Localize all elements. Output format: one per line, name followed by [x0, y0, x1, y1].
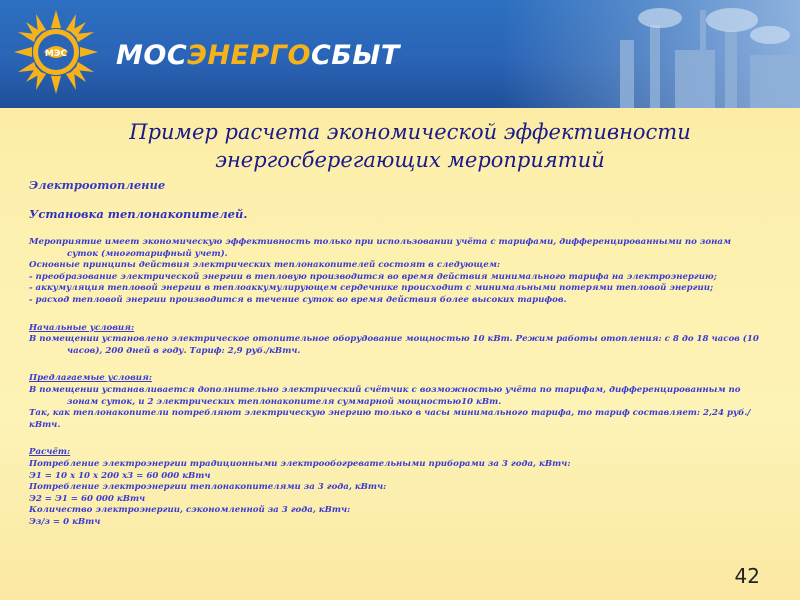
- slide-title: [0, 118, 800, 174]
- company-logo: [14, 10, 98, 94]
- initial-conditions-text: В помещении установлено электрическое отопительное оборудование мощностью 10 кВт. Режим работы отопления: с 8 до 18 часов (10 часов), 200 дней в году. Тариф: 2,9 руб./кВтч.: [29, 334, 759, 356]
- brand-name: [116, 40, 400, 71]
- section-heading-installation: Установка теплонакопителей.: [29, 207, 248, 221]
- header-banner: [0, 0, 800, 108]
- brand-part-3: СБЫТ: [310, 40, 400, 71]
- power-plant-photo: [500, 0, 800, 108]
- intro-paragraph: Мероприятие имеет экономическую эффективность только при использовании учёта с тарифами, дифференцированными по зонам суток (многотарифный учет).: [29, 237, 732, 259]
- calculation-line: Эз/з = 0 кВтч: [29, 516, 101, 527]
- calculation-label: Расчёт:: [29, 447, 71, 458]
- intro-bullet: - преобразование электрической энергии в тепловую производится во время действия минимального тарифа на электроэнергию;: [29, 271, 717, 282]
- calculation-line: Э1 = 10 х 10 х 200 х3 = 60 000 кВтч: [29, 470, 211, 481]
- proposed-conditions-label: Предлагаемые условия:: [29, 373, 152, 384]
- section-heading-heating: Электроотопление: [29, 178, 166, 192]
- calculation-line: Э2 = Э1 = 60 000 кВтч: [29, 493, 146, 504]
- intro-bullet: - аккумуляция тепловой энергии в теплоаккумулирующем сердечнике происходит с минимальными потерями тепловой энергии;: [29, 283, 714, 294]
- intro-bullet: - расход тепловой энергии производится в течение суток во время действия более высоких тарифов.: [29, 294, 567, 305]
- title-line-2: энергосберегающих мероприятий: [215, 148, 605, 172]
- logo-lettering: МЭС: [44, 49, 68, 59]
- calculation-line: Потребление электроэнергии традиционными электрообогревательными приборами за 3 года, кВтч:: [29, 458, 571, 469]
- title-line-1: Пример расчета экономической эффективности: [129, 120, 691, 144]
- intro-line: Основные принципы действия электрических теплонакопителей состоят в следующем:: [29, 260, 501, 271]
- brand-part-2: ЭНЕРГО: [187, 40, 311, 71]
- page-number: 42: [734, 564, 760, 588]
- slide-content: [29, 178, 764, 528]
- calculation-line: Количество электроэнергии, сэкономленной за 3 года, кВтч:: [29, 505, 351, 516]
- proposed-conditions-text: Так, как теплонакопители потребляют электрическую энергию только в часы минимального тарифа, то тариф составляет: 2,24 руб./кВтч.: [29, 408, 751, 430]
- calculation-line: Потребление электроэнергии теплонакопителями за 3 года, кВтч:: [29, 482, 387, 493]
- brand-part-1: МОС: [116, 40, 188, 71]
- proposed-conditions-text: В помещении устанавливается дополнительно электрический счётчик с возможностью учёта по тарифам, дифференцированным по зонам суток, и 2 электрических теплонакопителя суммарной мощностью10 кВт.: [29, 384, 741, 407]
- initial-conditions-label: Начальные условия:: [29, 322, 135, 333]
